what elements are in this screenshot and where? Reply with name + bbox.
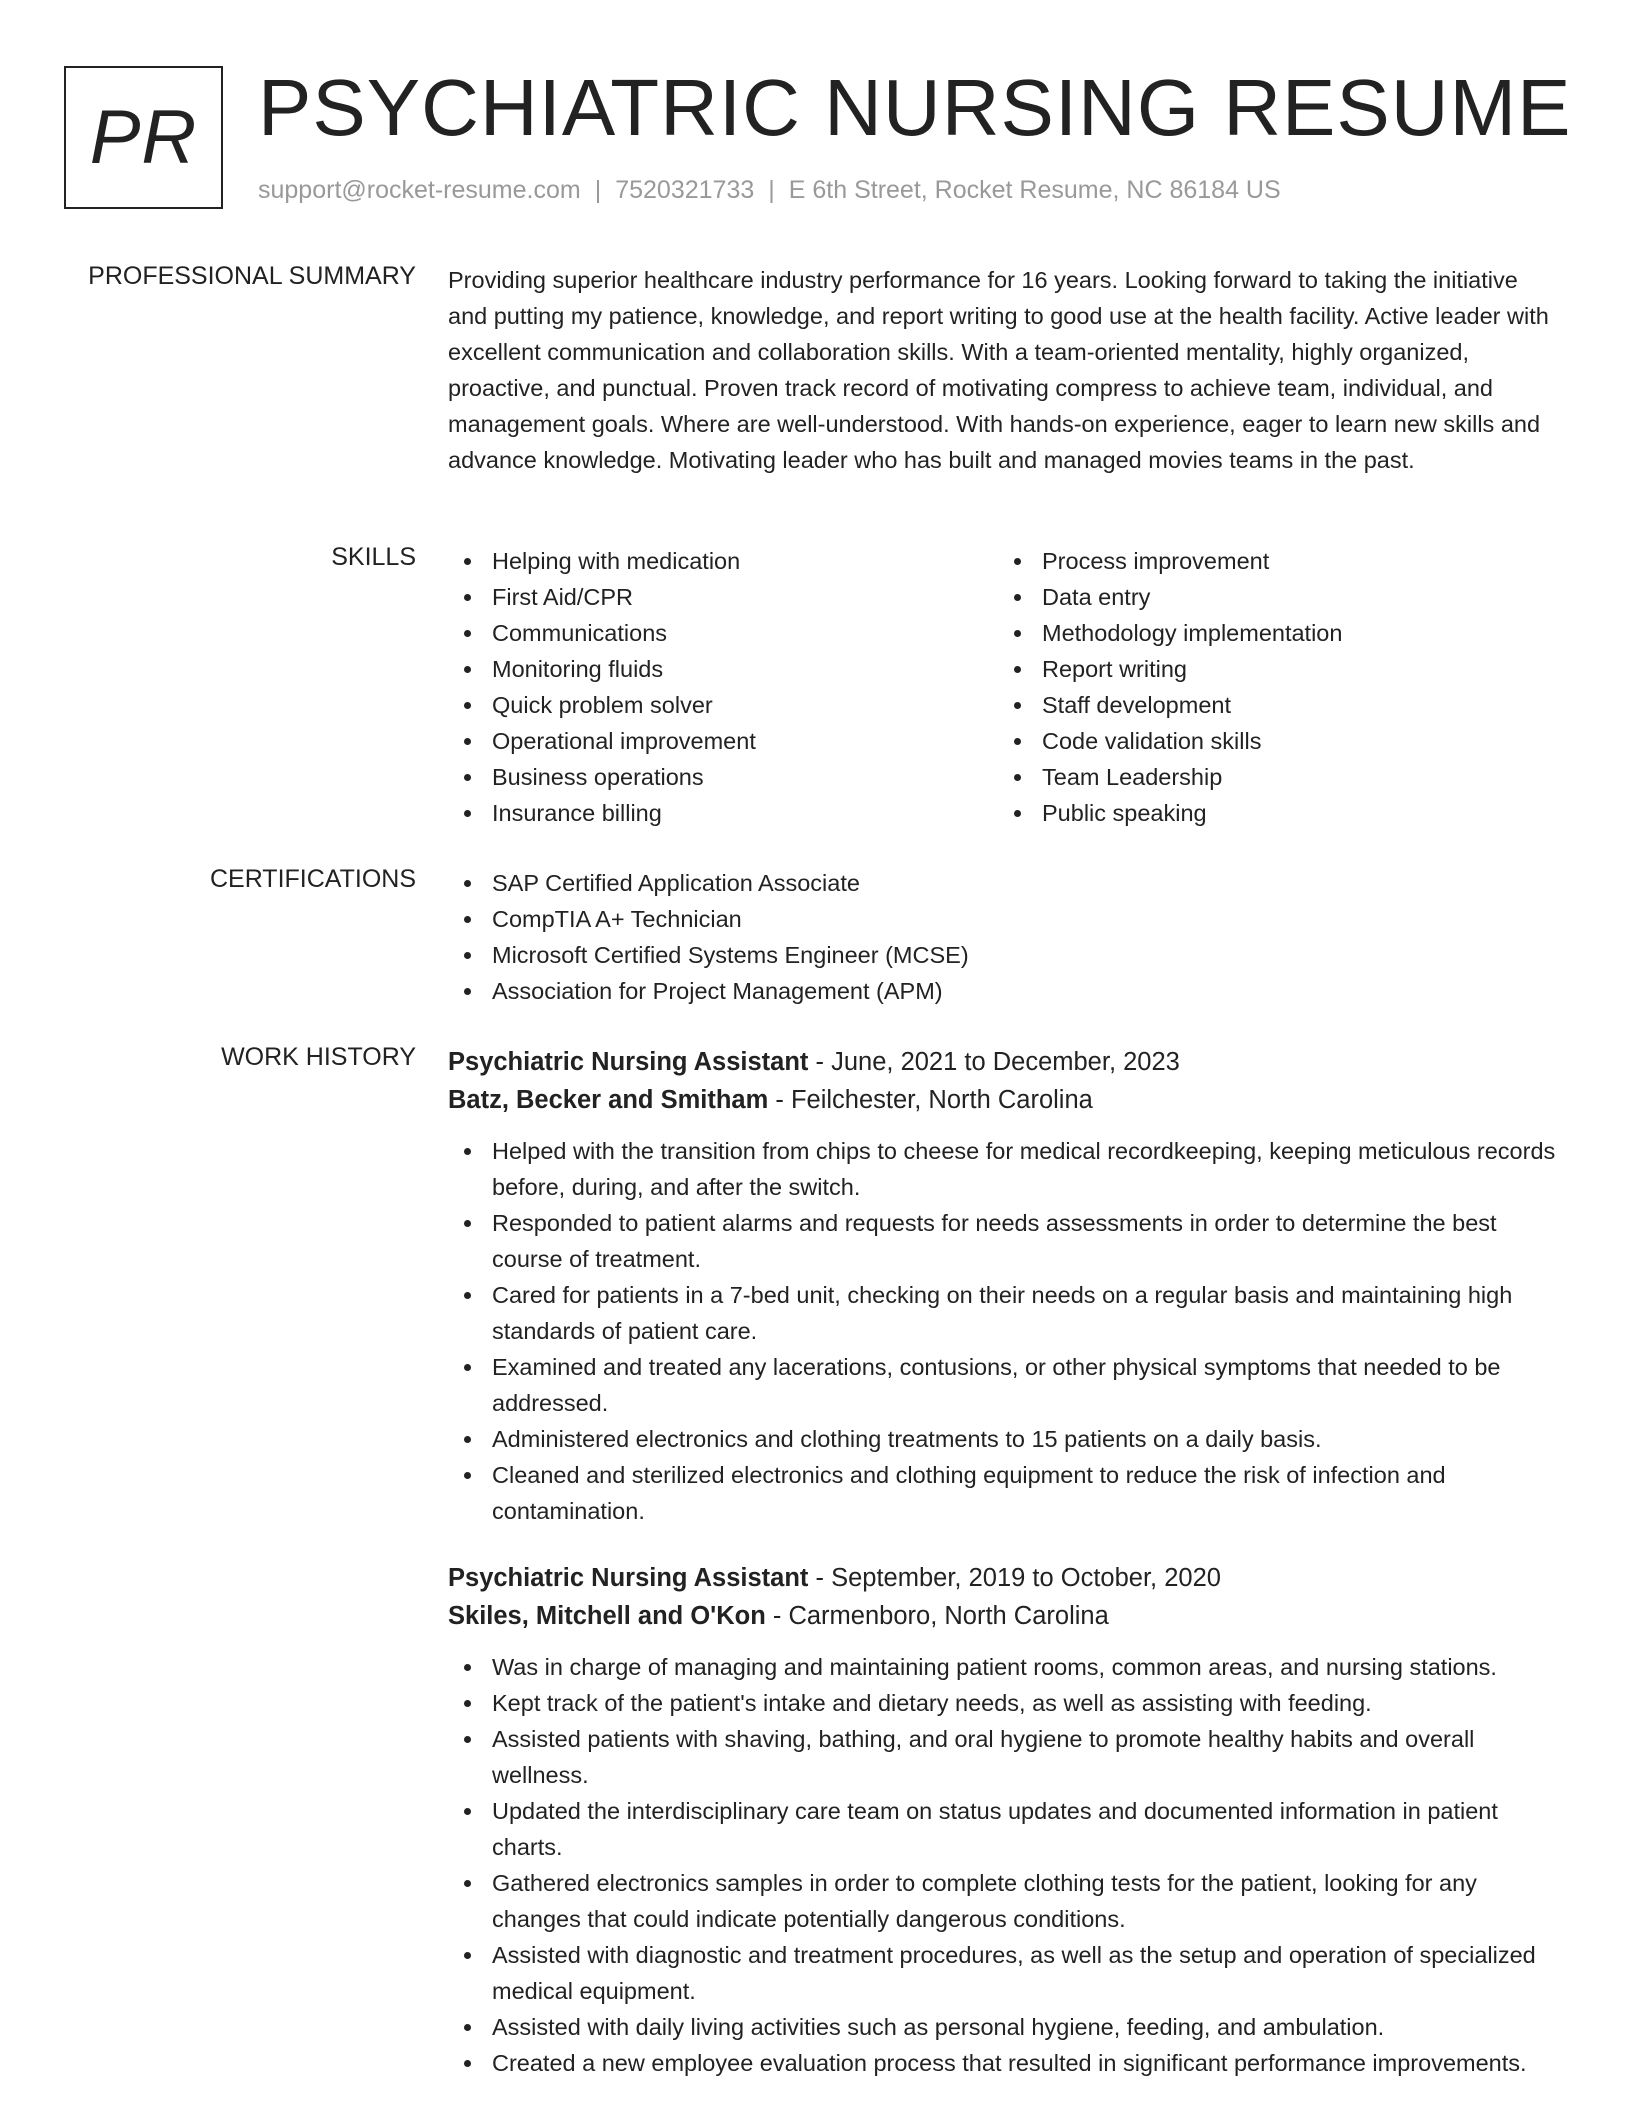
job-title: Psychiatric Nursing Assistant (448, 1048, 809, 1076)
contact-line (258, 176, 1281, 205)
list-item: Association for Project Management (APM) (448, 973, 1568, 1009)
list-item: Business operations (448, 759, 998, 795)
contact-separator: | (768, 176, 775, 204)
work-history-heading: WORK HISTORY (221, 1043, 416, 1071)
certifications-list (448, 865, 1568, 1009)
job-company: Batz, Becker and Smitham (448, 1086, 769, 1114)
list-item: Responded to patient alarms and requests for needs assessments in order to determine the best course of treatment. (448, 1205, 1568, 1277)
list-item: Communications (448, 615, 998, 651)
list-item: Examined and treated any lacerations, contusions, or other physical symptoms that needed to be addressed. (448, 1349, 1568, 1421)
list-item: First Aid/CPR (448, 579, 998, 615)
page-title: PSYCHIATRIC NURSING RESUME (258, 63, 1572, 152)
list-item: Team Leadership (998, 759, 1548, 795)
list-item: Cleaned and sterilized electronics and clothing equipment to reduce the risk of infection and contamination. (448, 1457, 1568, 1529)
job-title: Psychiatric Nursing Assistant (448, 1564, 809, 1592)
monogram-logo: PR (64, 66, 223, 209)
job-title-line (448, 1559, 1568, 1597)
job-company-line (448, 1081, 1568, 1119)
list-item: Kept track of the patient's intake and dietary needs, as well as assisting with feeding. (448, 1685, 1568, 1721)
skills-heading: SKILLS (331, 543, 416, 571)
job-entry (448, 1559, 1568, 2081)
list-item: Methodology implementation (998, 615, 1548, 651)
list-item: Process improvement (998, 543, 1548, 579)
list-item: Report writing (998, 651, 1548, 687)
contact-separator: | (594, 176, 602, 204)
list-item: Quick problem solver (448, 687, 998, 723)
list-item: Helping with medication (448, 543, 998, 579)
job-duties-list (448, 1649, 1568, 2081)
list-item: Code validation skills (998, 723, 1548, 759)
list-item: Was in charge of managing and maintaining patient rooms, common areas, and nursing stations. (448, 1649, 1568, 1685)
list-item: Cared for patients in a 7-bed unit, checking on their needs on a regular basis and maintaining high standards of patient care. (448, 1277, 1568, 1349)
list-item: Microsoft Certified Systems Engineer (MCSE) (448, 937, 1568, 973)
job-location: - Feilchester, North Carolina (768, 1086, 1093, 1114)
job-duties-list (448, 1133, 1568, 1529)
summary-text: Providing superior healthcare industry performance for 16 years. Looking forward to taking the initiative and putting my patience, knowledge, and report writing to good use at the health facility. Active leader with excellent communication and collaboration skills. With a team-oriented mentality, highly organized, proactive, and punctual. Proven track record of motivating compress to achieve team, individual, and management goals. Where are well-understood. With hands-on experience, eager to learn new skills and advance knowledge. Motivating leader who has built and managed movies teams in the past. (448, 267, 1549, 473)
list-item: Operational improvement (448, 723, 998, 759)
job-location: - Carmenboro, North Carolina (765, 1602, 1109, 1630)
list-item: Updated the interdisciplinary care team on status updates and documented information in patient charts. (448, 1793, 1568, 1865)
skills-columns (448, 543, 1568, 831)
job-company-line (448, 1597, 1568, 1635)
job-dates: - June, 2021 to December, 2023 (808, 1048, 1180, 1076)
certifications-body (448, 865, 1568, 1009)
job-title-line (448, 1043, 1568, 1081)
list-item: Assisted with diagnostic and treatment procedures, as well as the setup and operation of specialized medical equipment. (448, 1937, 1568, 2009)
list-item: CompTIA A+ Technician (448, 901, 1568, 937)
list-item: Staff development (998, 687, 1548, 723)
certifications-heading: CERTIFICATIONS (209, 865, 416, 893)
work-history-body (448, 1043, 1568, 2081)
list-item: Assisted with daily living activities such as personal hygiene, feeding, and ambulation. (448, 2009, 1568, 2045)
contact-address: E 6th Street, Rocket Resume, NC 86184 US (788, 176, 1281, 204)
list-item: Created a new employee evaluation process that resulted in significant performance improvements. (448, 2045, 1568, 2081)
list-item: SAP Certified Application Associate (448, 865, 1568, 901)
list-item: Helped with the transition from chips to cheese for medical recordkeeping, keeping meticulous records before, during, and after the switch. (448, 1133, 1568, 1205)
skills-list-left (448, 543, 998, 831)
list-item: Public speaking (998, 795, 1548, 831)
contact-phone[interactable]: 7520321733 (615, 176, 755, 204)
skills-list-right (998, 543, 1548, 831)
list-item: Administered electronics and clothing treatments to 15 patients on a daily basis. (448, 1421, 1568, 1457)
list-item: Insurance billing (448, 795, 998, 831)
job-entry (448, 1043, 1568, 1529)
job-company: Skiles, Mitchell and O'Kon (448, 1602, 766, 1630)
list-item: Monitoring fluids (448, 651, 998, 687)
list-item: Gathered electronics samples in order to complete clothing tests for the patient, looking for any changes that could indicate potentially dangerous conditions. (448, 1865, 1568, 1937)
job-dates: - September, 2019 to October, 2020 (808, 1564, 1221, 1592)
list-item: Data entry (998, 579, 1548, 615)
list-item: Assisted patients with shaving, bathing, and oral hygiene to promote healthy habits and overall wellness. (448, 1721, 1568, 1793)
resume-header (64, 63, 1572, 210)
contact-email[interactable]: support@rocket-resume.com (258, 176, 581, 204)
summary-heading: PROFESSIONAL SUMMARY (88, 262, 416, 290)
